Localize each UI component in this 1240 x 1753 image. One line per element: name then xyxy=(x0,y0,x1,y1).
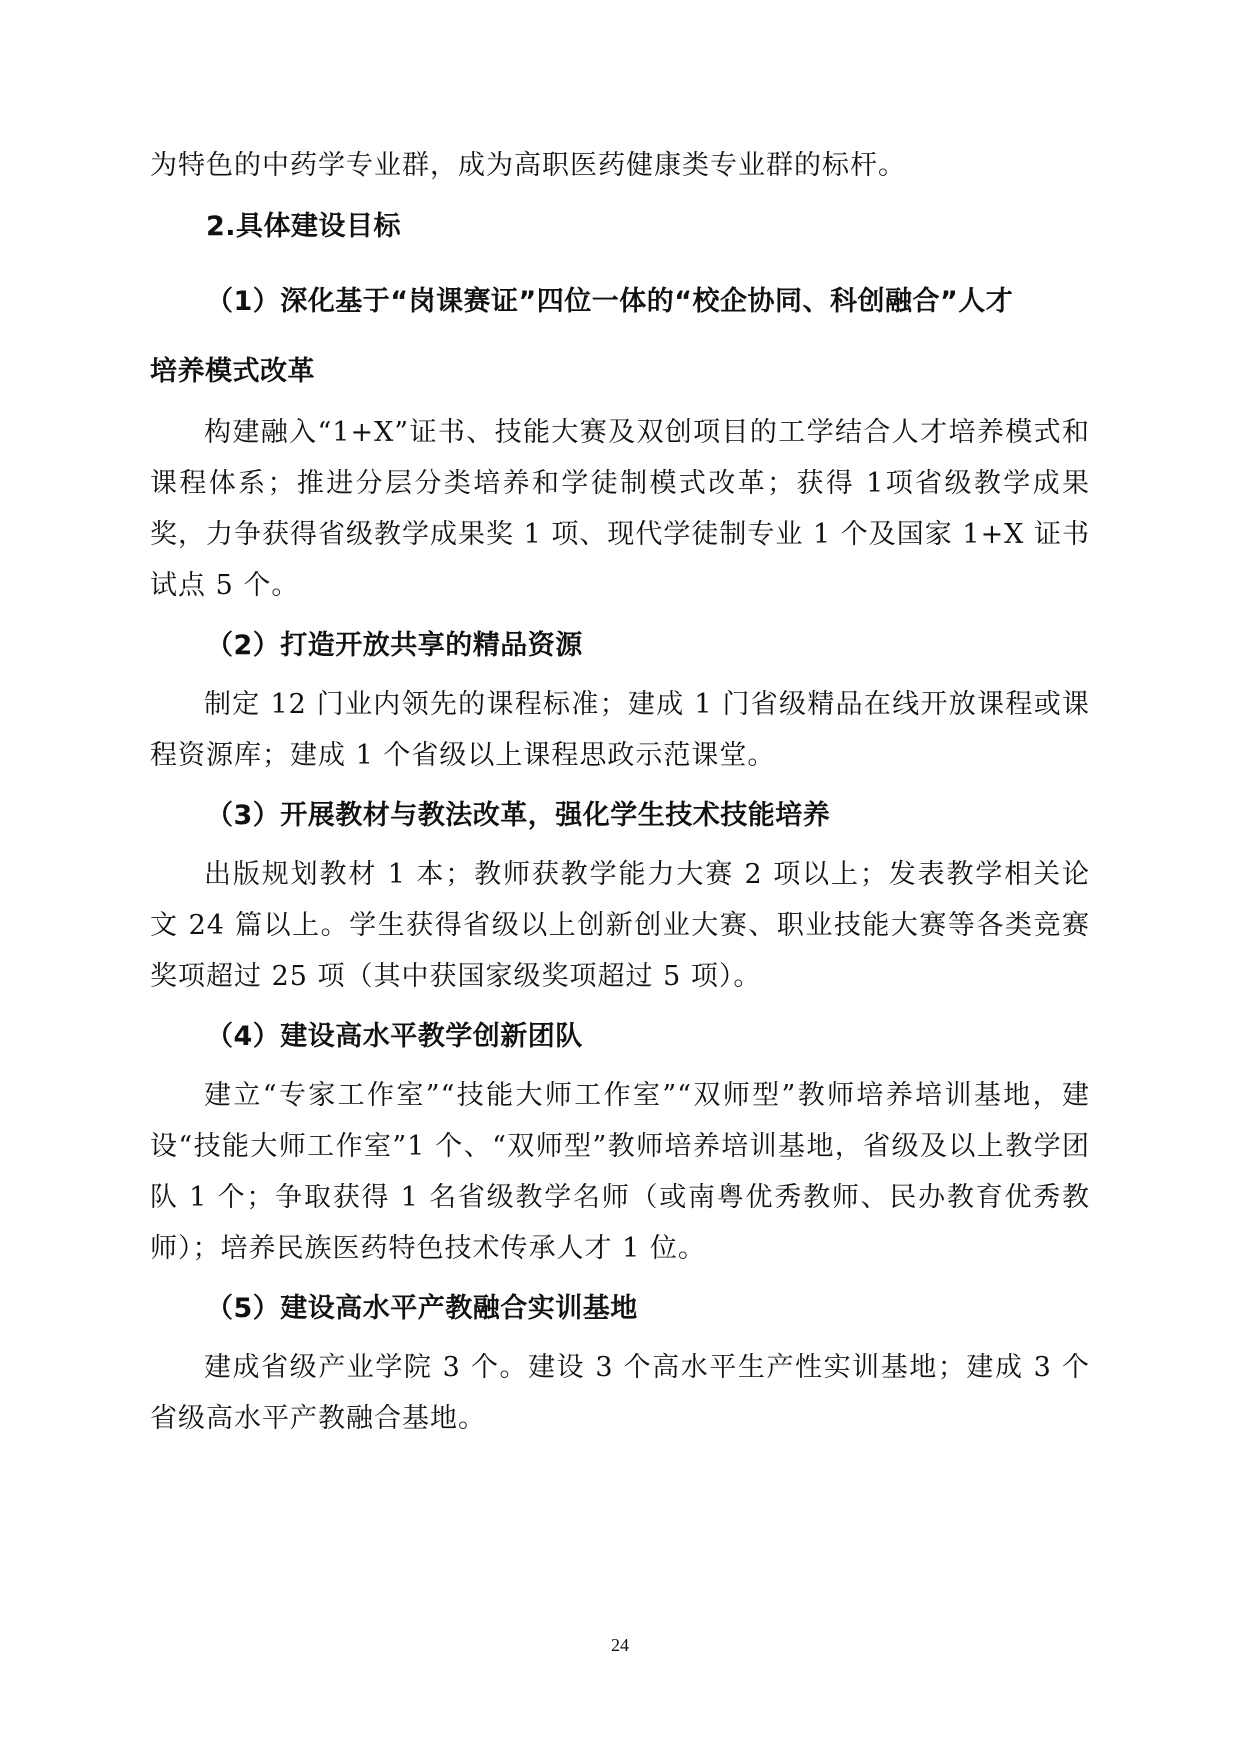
goal-1-heading-line1: （1）深化基于“岗课赛证”四位一体的“校企协同、科创融合”人才 xyxy=(206,286,1014,317)
goal-2-body: 制定 12 门业内领先的课程标准；建成 1 门省级精品在线开放课程或课程资源库；建成 1 个省级以上课程思政示范课堂。 xyxy=(150,689,1090,771)
goal-3-heading: （3）开展教材与教法改革，强化学生技术技能培养 xyxy=(206,800,831,831)
page-content xyxy=(150,140,1090,1444)
goal-1-body: 构建融入“1+X”证书、技能大赛及双创项目的工学结合人才培养模式和课程体系；推进分层分类培养和学徒制模式改革；获得 1项省级教学成果奖，力争获得省级教学成果奖 1 项、现代学徒制专业 1 个及国家 1+X 证书试点 5 个。 xyxy=(150,417,1090,601)
goal-2-heading: （2）打造开放共享的精品资源 xyxy=(206,630,583,661)
goal-1-heading xyxy=(150,267,1090,407)
goal-5-body: 建成省级产业学院 3 个。建设 3 个高水平生产性实训基地；建成 3 个省级高水平产教融合基地。 xyxy=(150,1352,1090,1434)
section-heading: 2.具体建设目标 xyxy=(206,211,402,242)
goal-3-body: 出版规划教材 1 本；教师获教学能力大赛 2 项以上；发表教学相关论文 24 篇以上。学生获得省级以上创新创业大赛、职业技能大赛等各类竞赛奖项超过 25 项（其中获国家级奖项超过 5 项）。 xyxy=(150,859,1090,992)
goal-4-body: 建立“专家工作室”“技能大师工作室”“双师型”教师培养培训基地，建设“技能大师工作室”1 个、“双师型”教师培养培训基地，省级及以上教学团队 1 个；争取获得 1 名省级教学名师（或南粤优秀教师、民办教育优秀教师）；培养民族医药特色技术传承人才 1 位。 xyxy=(150,1080,1090,1264)
goal-5-heading: （5）建设高水平产教融合实训基地 xyxy=(206,1293,638,1324)
goal-4-heading: （4）建设高水平教学创新团队 xyxy=(206,1021,583,1052)
page-number: 24 xyxy=(611,1635,629,1655)
goal-1-heading-line2: 培养模式改革 xyxy=(150,356,315,387)
intro-paragraph-tail: 为特色的中药学专业群，成为高职医药健康类专业群的标杆。 xyxy=(150,150,906,181)
